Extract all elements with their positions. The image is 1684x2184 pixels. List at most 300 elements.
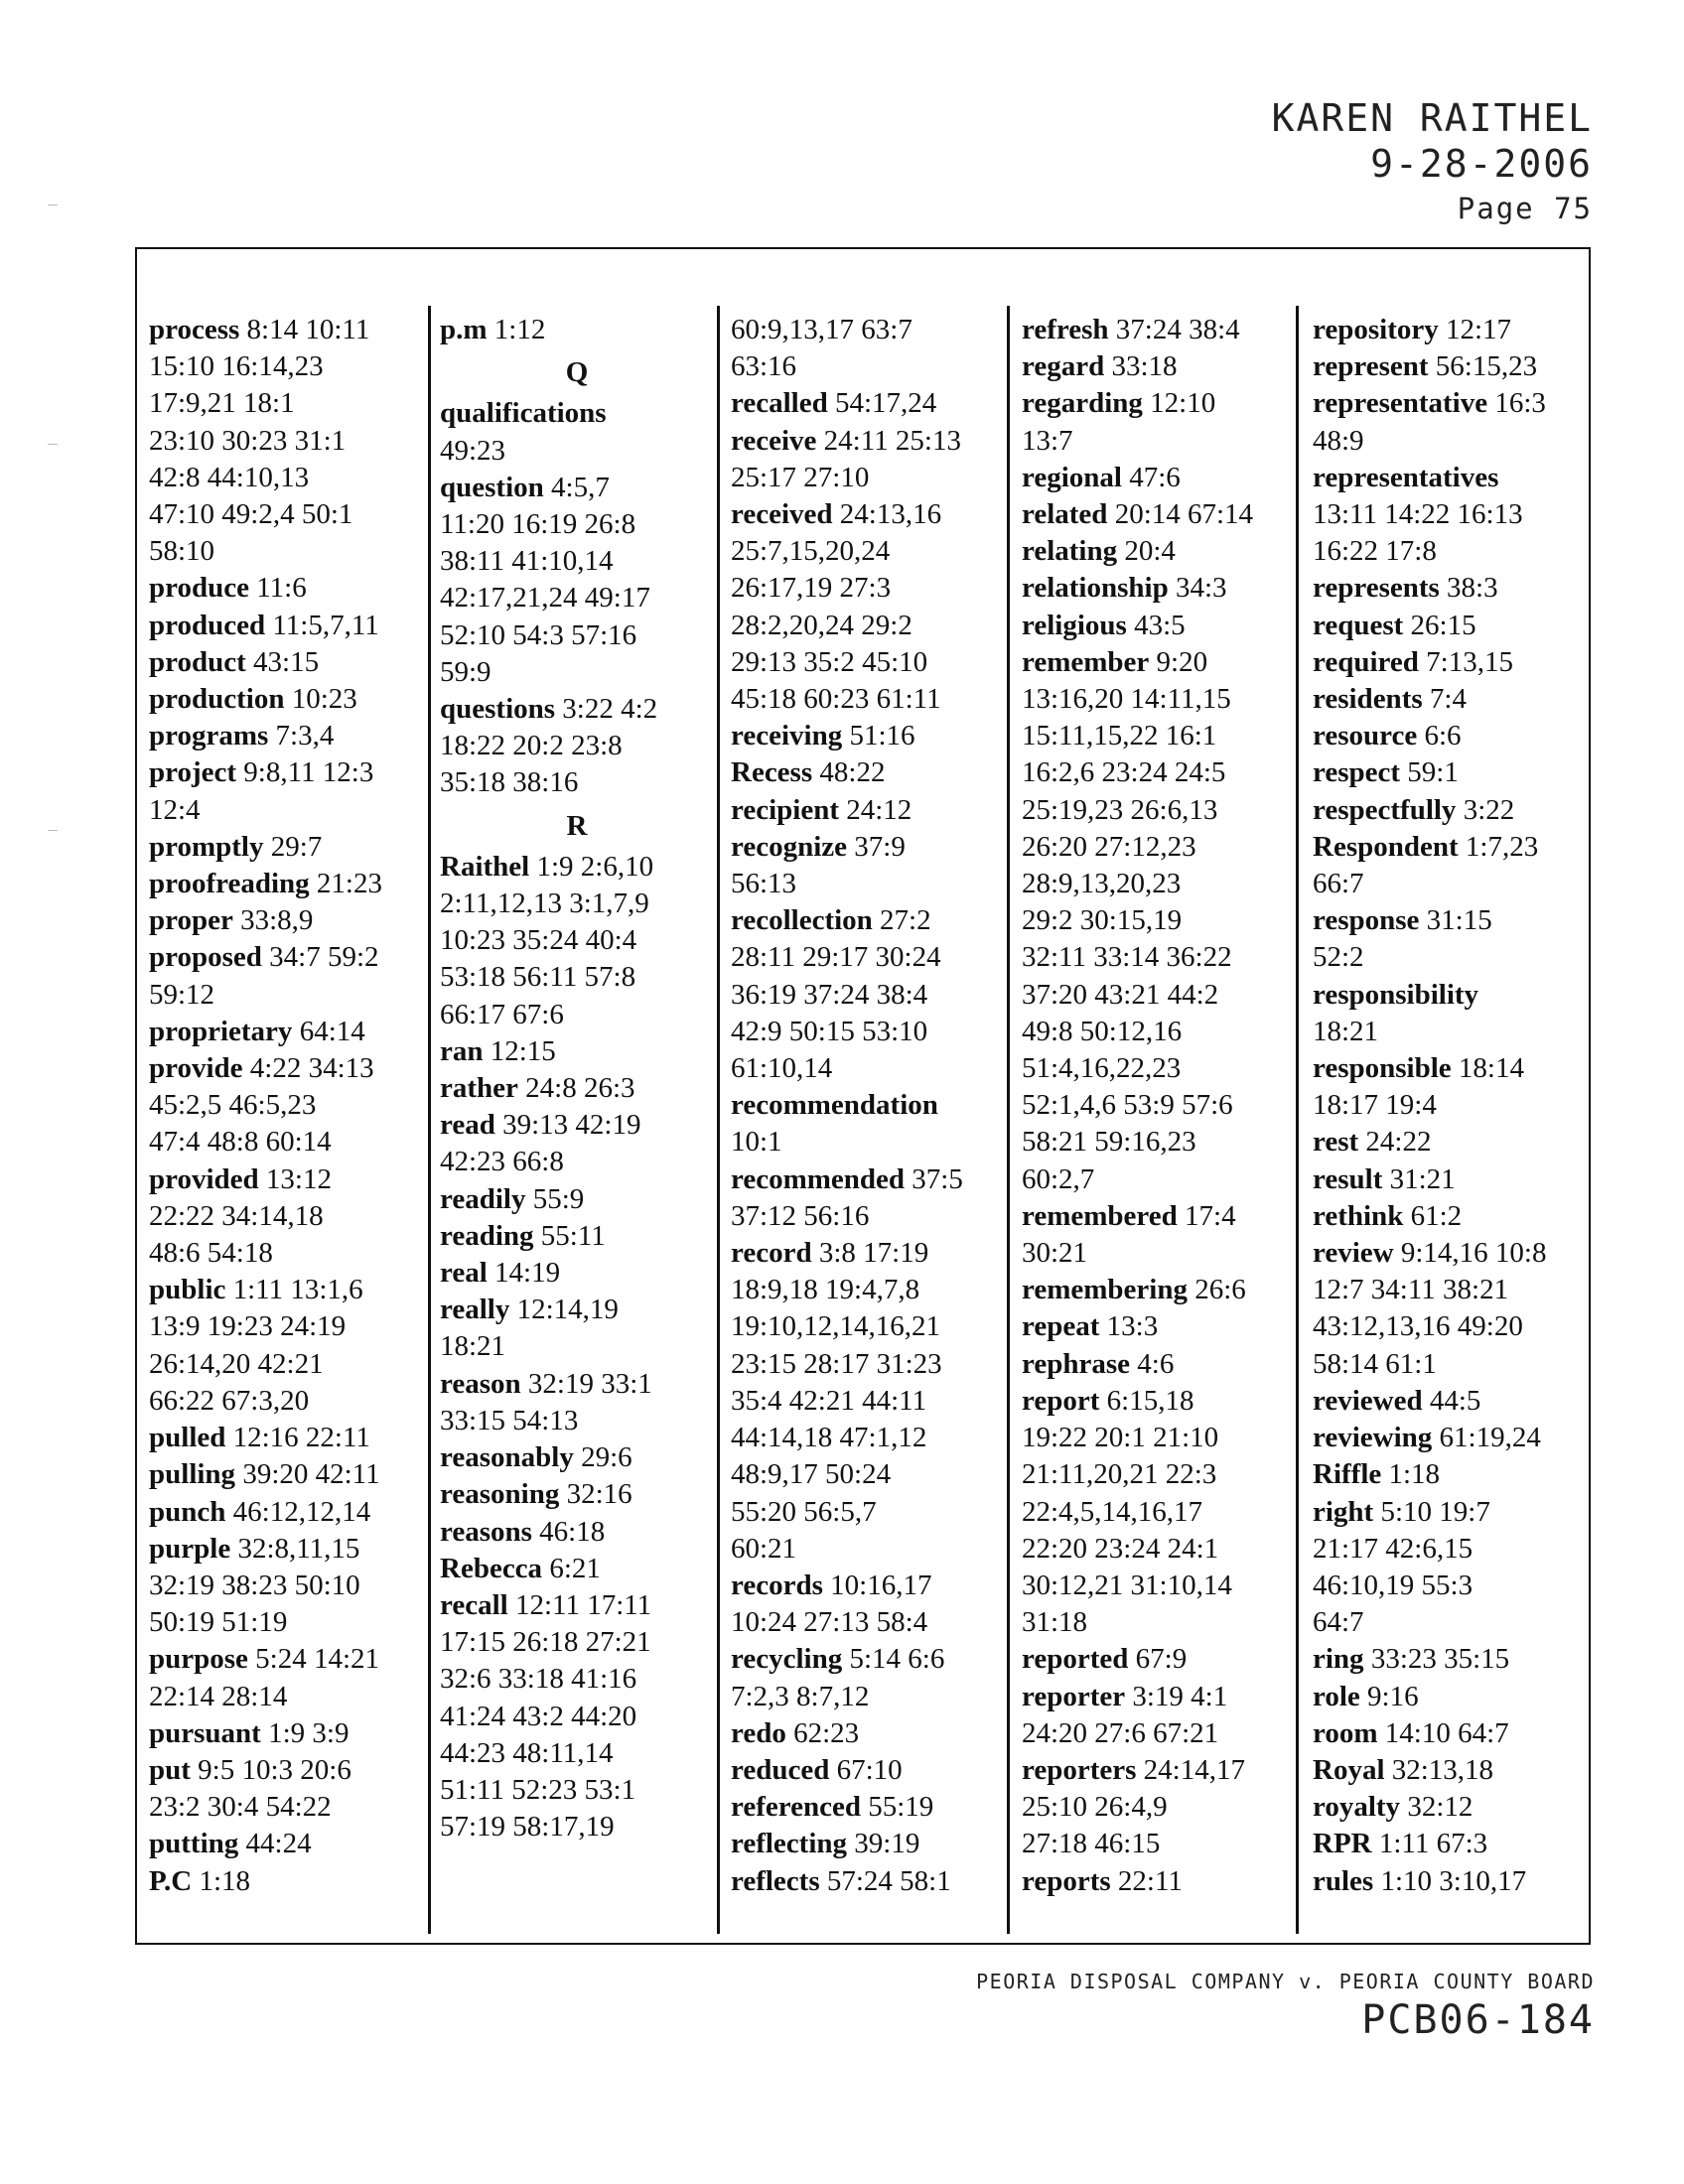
index-term: rather [440, 1072, 518, 1105]
page-line-refs-continued: 29:13 35:2 45:10 [731, 645, 928, 678]
index-entry [1313, 570, 1587, 607]
index-term: role [1313, 1680, 1360, 1712]
page-line-refs: 22:11 [1117, 1864, 1183, 1897]
page-line-refs-continued: 59:9 [440, 655, 491, 688]
index-term: represent [1313, 350, 1429, 383]
index-term: recollection [731, 904, 873, 937]
index-term: reflects [731, 1864, 820, 1897]
deposition-date: 9-28-2006 [1370, 142, 1593, 186]
index-entry [440, 1551, 714, 1587]
page-line-refs: 24:14,17 [1143, 1753, 1245, 1786]
page-line-refs: 1:9 2:6,10 [536, 850, 654, 883]
index-entry [1313, 460, 1587, 571]
index-entry [149, 681, 423, 718]
page-line-refs: 29:6 [581, 1441, 632, 1474]
page-line-refs-continued: 23:2 30:4 54:22 [149, 1791, 332, 1824]
index-entry [731, 754, 1005, 791]
index-entry [149, 1715, 423, 1752]
page-line-refs: 26:6 [1194, 1274, 1246, 1306]
page-line-refs-continued: 25:7,15,20,24 [731, 535, 891, 568]
page-line-refs-continued: 46:10,19 55:3 [1313, 1569, 1474, 1601]
page-line-refs: 13:3 [1106, 1310, 1159, 1343]
index-column-3 [731, 312, 1005, 1900]
index-term: rephrase [1022, 1347, 1131, 1380]
index-term: resource [1313, 720, 1418, 752]
page-line-refs: 32:13,18 [1391, 1753, 1494, 1786]
index-entry [1313, 1863, 1587, 1900]
index-term: provide [149, 1052, 243, 1085]
page-line-refs: 24:13,16 [839, 498, 942, 531]
page-line-refs-continued: 37:20 43:21 44:2 [1022, 978, 1219, 1011]
page-line-refs: 5:10 19:7 [1380, 1495, 1490, 1528]
page-line-refs-continued: 23:10 30:23 31:1 [149, 424, 347, 457]
page-line-refs: 1:7,23 [1465, 830, 1539, 863]
index-entry-line [731, 1161, 1005, 1198]
index-term: respectfully [1313, 793, 1457, 826]
index-entry [731, 496, 1005, 718]
index-term: religious [1022, 609, 1127, 641]
index-column-5 [1313, 312, 1587, 1900]
index-entry-line [440, 849, 714, 886]
index-entry-line [1313, 1383, 1587, 1420]
index-term: records [731, 1569, 823, 1601]
index-term: reduced [731, 1753, 830, 1786]
page-line-refs: 1:18 [1388, 1458, 1441, 1491]
index-term: proper [149, 904, 233, 937]
index-entry-line [149, 1420, 423, 1456]
page-line-refs-continued: 18:21 [1313, 1015, 1379, 1047]
page-line-refs-continued: 33:15 54:13 [440, 1404, 579, 1436]
page-line-refs-continued: 13:9 19:23 24:19 [149, 1310, 347, 1343]
index-entry [1313, 1752, 1587, 1789]
index-term: ring [1313, 1643, 1364, 1676]
page-line-refs-continued: 43:12,13,16 49:20 [1313, 1310, 1523, 1343]
index-entry [1022, 570, 1296, 607]
section-letter: Q [565, 356, 589, 389]
index-entry [1022, 348, 1296, 385]
index-entry-line [149, 570, 423, 607]
index-entry [1022, 1346, 1296, 1383]
page-line-refs-continued: 18:9,18 19:4,7,8 [731, 1274, 920, 1306]
index-entry-line [1022, 644, 1296, 681]
index-entry [149, 644, 423, 681]
page-line-refs: 44:5 [1429, 1384, 1481, 1417]
index-entry-line [440, 395, 714, 432]
index-entry [1313, 977, 1587, 1050]
index-entry [1022, 1272, 1296, 1308]
page-line-refs-continued: 21:11,20,21 22:3 [1022, 1458, 1217, 1491]
index-entry [1313, 1124, 1587, 1160]
page-line-refs-continued: 16:22 17:8 [1313, 535, 1437, 568]
index-entry [1313, 1826, 1587, 1862]
index-entry [149, 1641, 423, 1714]
index-entry-line [731, 496, 1005, 533]
index-entry [731, 829, 1005, 902]
page-line-refs-continued: 52:10 54:3 57:16 [440, 618, 637, 651]
page-line-refs-continued: 66:7 [1313, 868, 1364, 900]
page-line-refs-continued: 60:21 [731, 1532, 797, 1565]
page-line-refs-continued: 57:19 58:17,19 [440, 1811, 615, 1843]
page-line-refs: 43:15 [253, 645, 320, 678]
index-entry [1313, 644, 1587, 681]
index-entry-line [149, 1641, 423, 1678]
index-entry-line [1313, 608, 1587, 644]
index-term: result [1313, 1162, 1383, 1195]
index-term: representatives [1313, 461, 1499, 493]
page-line-refs: 24:8 26:3 [525, 1072, 635, 1105]
index-term: Riffle [1313, 1458, 1382, 1491]
index-entry-line [440, 1514, 714, 1551]
index-entry [1313, 829, 1587, 902]
index-entry-line [731, 1641, 1005, 1678]
page-line-refs: 8:14 10:11 [246, 314, 370, 345]
index-entry [440, 1255, 714, 1292]
index-entry [440, 1366, 714, 1439]
index-term: represents [1313, 572, 1440, 605]
page-line-refs: 1:11 13:1,6 [232, 1274, 363, 1306]
index-term: residents [1313, 683, 1423, 716]
index-entry-line [1313, 570, 1587, 607]
index-term: reported [1022, 1643, 1129, 1676]
page-line-refs: 12:15 [490, 1034, 556, 1067]
index-entry [1313, 608, 1587, 644]
index-entry [1313, 1198, 1587, 1235]
page-line-refs: 4:22 34:13 [249, 1052, 374, 1085]
index-entry-line [440, 1181, 714, 1218]
page-line-refs: 32:19 33:1 [527, 1367, 652, 1400]
index-entry [149, 1456, 423, 1493]
index-term: read [440, 1109, 495, 1142]
index-entry-line [1022, 312, 1296, 348]
page-line-refs-continued: 32:19 38:23 50:10 [149, 1569, 360, 1601]
index-entry-line [731, 1826, 1005, 1862]
index-term: reviewing [1313, 1422, 1433, 1454]
index-entry [149, 829, 423, 866]
index-entry [731, 1568, 1005, 1641]
index-term: recall [440, 1588, 508, 1621]
page-line-refs: 14:10 64:7 [1384, 1716, 1509, 1749]
page-line-refs-continued: 51:4,16,22,23 [1022, 1052, 1182, 1085]
page-line-refs: 3:22 4:2 [562, 693, 658, 726]
index-entry-line [440, 470, 714, 506]
index-entry-line [1022, 1346, 1296, 1383]
index-entry [1313, 1641, 1587, 1678]
index-term: rest [1313, 1126, 1359, 1159]
page-line-refs-continued: 17:15 26:18 27:21 [440, 1626, 651, 1659]
index-entry [1022, 1198, 1296, 1272]
page-line-refs: 34:7 59:2 [269, 941, 379, 974]
page-line-refs: 32:12 [1407, 1791, 1474, 1824]
page-line-refs: 32:8,11,15 [237, 1532, 360, 1565]
page-line-refs: 39:19 [854, 1828, 920, 1860]
page-line-refs-continued: 56:13 [731, 868, 797, 900]
index-entry-line [1313, 977, 1587, 1014]
index-term: really [440, 1294, 510, 1326]
index-entry [1313, 1715, 1587, 1752]
index-entry-line [440, 312, 714, 348]
index-term: put [149, 1753, 191, 1786]
page-line-refs: 44:24 [245, 1828, 312, 1860]
index-term: real [440, 1257, 488, 1290]
index-term: ran [440, 1034, 484, 1067]
index-entry-line [731, 385, 1005, 422]
page-line-refs-continued: 11:20 16:19 26:8 [440, 508, 636, 541]
index-term: readily [440, 1182, 526, 1215]
page-line-refs: 3:8 17:19 [818, 1237, 929, 1270]
index-entry [440, 1070, 714, 1107]
page-line-refs: 10:23 [291, 683, 357, 716]
page-line-refs: 9:20 [1156, 645, 1208, 678]
index-entry [440, 849, 714, 1033]
index-entry-line [149, 1456, 423, 1493]
index-entry [1022, 644, 1296, 1198]
page-line-refs-continued: 37:12 56:16 [731, 1199, 870, 1232]
page-line-refs: 16:3 [1494, 387, 1546, 420]
index-term: putting [149, 1828, 239, 1860]
index-entry-line [1313, 385, 1587, 422]
index-entry-line [1313, 1789, 1587, 1826]
page-line-refs: 38:3 [1447, 572, 1498, 605]
page-line-refs-continued: 12:7 34:11 38:21 [1313, 1274, 1509, 1306]
index-entry-line [149, 681, 423, 718]
page-line-refs: 12:10 [1150, 387, 1216, 420]
index-entry-line [149, 754, 423, 791]
page-line-refs-continued: 13:11 14:22 16:13 [1313, 498, 1523, 531]
index-term: recognize [731, 830, 848, 863]
page-line-refs-continued: 38:11 41:10,14 [440, 545, 614, 578]
index-term: repeat [1022, 1310, 1100, 1343]
index-term: provided [149, 1162, 259, 1195]
index-entry [440, 1439, 714, 1476]
index-entry [731, 902, 1005, 1087]
index-entry-line [1022, 1752, 1296, 1789]
index-term: responsible [1313, 1052, 1452, 1085]
index-term: purpose [149, 1643, 248, 1676]
index-term: production [149, 683, 285, 716]
index-entry [149, 570, 423, 607]
index-entry [1313, 1235, 1587, 1383]
index-term: right [1313, 1495, 1374, 1528]
page-line-refs: 29:7 [270, 830, 323, 863]
index-entry-line [1313, 460, 1587, 496]
index-entry [1022, 1641, 1296, 1678]
index-entry [731, 1161, 1005, 1235]
index-entry-line [1313, 644, 1587, 681]
page-line-refs-continued: 13:7 [1022, 424, 1073, 457]
page-line-refs-continued: 55:20 56:5,7 [731, 1495, 877, 1528]
index-entry [1313, 1456, 1587, 1493]
page-line-refs: 62:23 [793, 1716, 860, 1749]
page-line-refs: 67:10 [836, 1753, 903, 1786]
index-term: promptly [149, 830, 264, 863]
margin-mark [48, 444, 58, 445]
page-line-refs-continued: 66:17 67:6 [440, 998, 564, 1030]
page-line-refs: 33:18 [1111, 350, 1178, 383]
index-entry [1022, 1752, 1296, 1863]
index-entry [440, 1181, 714, 1218]
page-line-refs: 46:12,12,14 [232, 1495, 371, 1528]
page-line-refs: 33:23 35:15 [1370, 1643, 1510, 1676]
page-line-refs-continued: 49:23 [440, 434, 506, 467]
page-line-refs: 1:10 3:10,17 [1380, 1864, 1527, 1897]
page-line-refs-continued: 45:2,5 46:5,23 [149, 1089, 317, 1122]
index-term: room [1313, 1716, 1378, 1749]
page-line-refs: 31:15 [1426, 904, 1492, 937]
page-line-refs: 55:19 [868, 1791, 934, 1824]
index-entry-line [440, 1107, 714, 1144]
index-entry [1022, 533, 1296, 570]
index-entry [149, 1014, 423, 1050]
index-term: p.m [440, 314, 488, 345]
index-entry-line [1022, 460, 1296, 496]
index-entry [440, 395, 714, 469]
index-entry-line [1313, 1161, 1587, 1198]
index-term: review [1313, 1237, 1394, 1270]
index-term: recommended [731, 1162, 906, 1195]
index-column-2 [440, 312, 714, 1845]
index-term: programs [149, 720, 269, 752]
index-term: project [149, 756, 237, 789]
index-term: response [1313, 904, 1420, 937]
index-entry [149, 1161, 423, 1273]
index-term: regional [1022, 461, 1122, 493]
page-line-refs: 20:4 [1124, 535, 1176, 568]
index-entry-line [440, 1366, 714, 1403]
index-entry-line [440, 691, 714, 728]
index-term: recycling [731, 1643, 843, 1676]
page-line-refs: 39:13 42:19 [502, 1109, 641, 1142]
index-entry-line [1022, 1198, 1296, 1235]
index-term: produced [149, 609, 266, 641]
page-line-refs: 61:2 [1410, 1199, 1463, 1232]
page-footer [976, 1968, 1595, 2045]
index-term: proprietary [149, 1015, 293, 1047]
index-entry-line [149, 866, 423, 902]
index-entry-line [149, 1826, 423, 1862]
index-term: reporters [1022, 1753, 1137, 1786]
index-term: royalty [1313, 1791, 1401, 1824]
index-entry [731, 1826, 1005, 1862]
index-entry [1313, 385, 1587, 459]
index-entry [1313, 1420, 1587, 1456]
index-term: reporter [1022, 1680, 1126, 1712]
page-line-refs: 31:21 [1389, 1162, 1456, 1195]
index-entry-line [1022, 608, 1296, 644]
index-entry-line [731, 1087, 1005, 1124]
index-entry-line [149, 1863, 423, 1900]
page-line-refs-continued: 35:4 42:21 44:11 [731, 1384, 927, 1417]
index-entry [149, 866, 423, 902]
index-entry [1022, 1679, 1296, 1752]
index-entry [149, 1826, 423, 1862]
index-term: proofreading [149, 868, 310, 900]
case-caption: PEORIA DISPOSAL COMPANY v. PEORIA COUNTY BOARD [976, 1970, 1595, 1993]
page-line-refs-continued: 58:10 [149, 535, 215, 568]
index-term: referenced [731, 1791, 861, 1824]
index-term: public [149, 1274, 226, 1306]
index-entry-line [1313, 1198, 1587, 1235]
index-term: pursuant [149, 1716, 261, 1749]
page-line-refs-continued: 50:19 51:19 [149, 1606, 288, 1639]
index-term: proposed [149, 941, 262, 974]
index-entry-line [1313, 1679, 1587, 1715]
index-entry [1313, 312, 1587, 348]
index-term: remembering [1022, 1274, 1188, 1306]
index-term: receiving [731, 720, 843, 752]
index-entry [149, 1752, 423, 1826]
index-entry [440, 1107, 714, 1180]
page-line-refs-continued: 19:10,12,14,16,21 [731, 1310, 941, 1343]
index-entry-line [1313, 348, 1587, 385]
witness-name: KAREN RAITHEL [1271, 96, 1593, 140]
page-line-refs: 4:6 [1137, 1347, 1175, 1380]
index-term: rethink [1313, 1199, 1404, 1232]
index-entry [1313, 902, 1587, 976]
page-line-refs: 11:5,7,11 [272, 609, 379, 641]
index-entry-line [1313, 1235, 1587, 1272]
page-line-refs-continued: 30:21 [1022, 1237, 1088, 1270]
page-line-refs: 34:3 [1175, 572, 1227, 605]
index-term: reports [1022, 1864, 1111, 1897]
page-line-refs-continued: 31:18 [1022, 1606, 1088, 1639]
page-line-refs: 48:22 [819, 756, 886, 789]
index-entry-line [1313, 792, 1587, 829]
index-entry-line [1022, 1383, 1296, 1420]
index-entry [1313, 1050, 1587, 1124]
page-line-refs: 43:5 [1134, 609, 1186, 641]
index-entry-line [1313, 829, 1587, 866]
index-entry-line [1313, 1124, 1587, 1160]
page-line-refs-continued: 32:11 33:14 36:22 [1022, 941, 1232, 974]
page-line-refs-continued: 24:20 27:6 67:21 [1022, 1716, 1219, 1749]
index-entry-line [440, 1255, 714, 1292]
index-term: Raithel [440, 850, 530, 883]
index-entry [440, 1218, 714, 1255]
index-entry-line [149, 1272, 423, 1308]
page-line-refs-continued: 47:10 49:2,4 50:1 [149, 498, 353, 531]
page-line-refs-continued: 42:17,21,24 49:17 [440, 582, 650, 614]
index-term: reflecting [731, 1828, 848, 1860]
index-entry [731, 423, 1005, 496]
index-entry [1313, 1789, 1587, 1826]
page-line-refs-continued: 60:2,7 [1022, 1162, 1095, 1195]
index-entry-line [149, 1531, 423, 1568]
page-line-refs-continued: 48:9 [1313, 424, 1364, 457]
page-line-refs-continued: 52:1,4,6 53:9 57:6 [1022, 1089, 1233, 1122]
page-line-refs-continued: 28:11 29:17 30:24 [731, 941, 941, 974]
page-line-refs: 33:8,9 [240, 904, 314, 937]
page-line-refs: 5:14 6:6 [849, 1643, 945, 1676]
column-divider [717, 306, 720, 1934]
page-line-refs: 1:12 [493, 314, 546, 345]
index-entry [1313, 348, 1587, 385]
index-entry [1022, 608, 1296, 644]
page-line-refs-continued: 25:19,23 26:6,13 [1022, 793, 1218, 826]
page-line-refs: 1:9 3:9 [268, 1716, 350, 1749]
index-entry [149, 902, 423, 939]
page-line-refs-continued: 59:12 [149, 978, 215, 1011]
index-entry [1313, 718, 1587, 754]
index-entry-line [1313, 681, 1587, 718]
page-line-refs-continued: 18:22 20:2 23:8 [440, 730, 623, 762]
index-entry [440, 470, 714, 691]
index-entry-line [149, 1050, 423, 1087]
page-line-refs: 37:5 [912, 1162, 963, 1195]
page-line-refs: 3:19 4:1 [1132, 1680, 1228, 1712]
index-entry-line [1313, 718, 1587, 754]
page-line-refs-continued: 41:24 43:2 44:20 [440, 1700, 637, 1732]
index-term: remember [1022, 645, 1150, 678]
